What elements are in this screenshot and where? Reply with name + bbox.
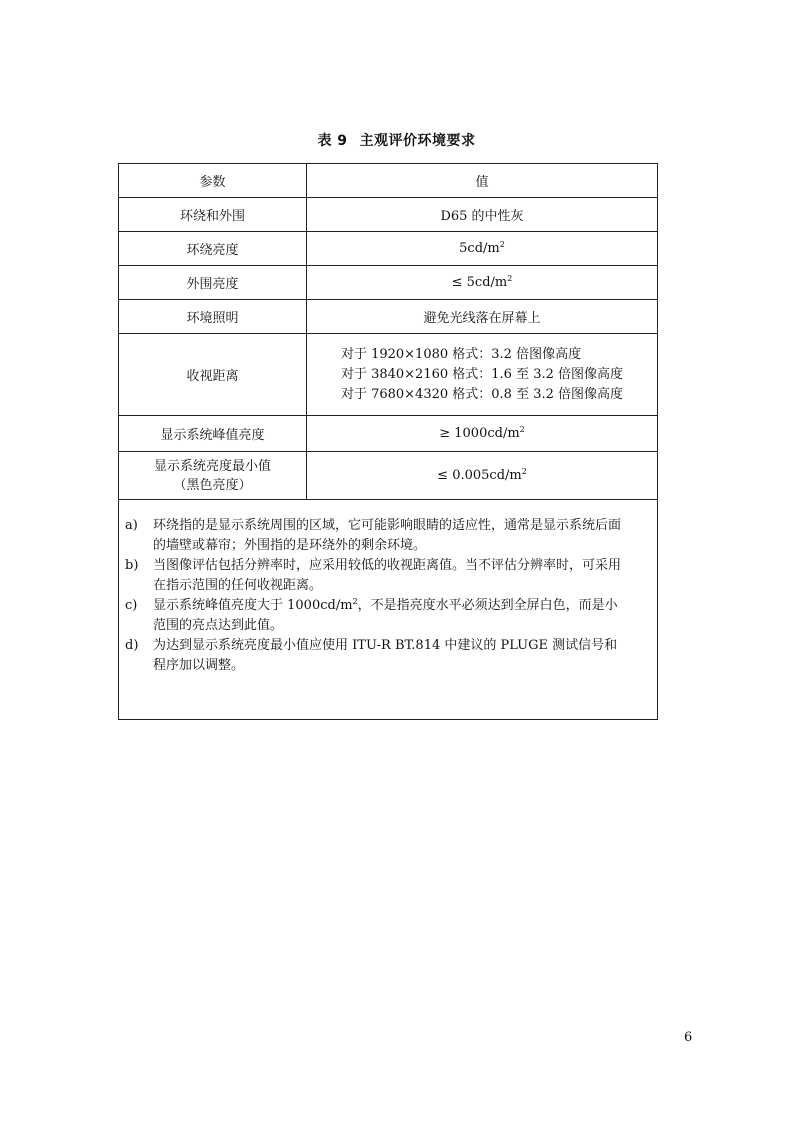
- superscript: 2: [499, 240, 505, 249]
- list-item: 对于 3840×2160 格式：1.6 至 3.2 倍图像高度: [340, 366, 624, 382]
- environment-requirements-table: [118, 163, 658, 720]
- table-row: [119, 300, 658, 334]
- list-item: 对于 7680×4320 格式：0.8 至 3.2 倍图像高度: [340, 386, 624, 402]
- superscript: 2: [521, 467, 527, 476]
- param-line: 显示系统亮度最小值: [153, 458, 271, 474]
- notes-list: [125, 516, 625, 676]
- param-cell: 环绕亮度: [119, 232, 307, 266]
- viewing-distance-list: [341, 345, 623, 405]
- note-text: 当图像评估包括分辨率时，应采用较低的收视距离值。当不评估分辨率时，可采用在指示范围的任何收视距离。: [153, 558, 622, 593]
- value-cell: D65 的中性灰: [307, 198, 658, 232]
- table-row: [119, 266, 658, 300]
- table-row: [119, 334, 658, 416]
- note-text: 环绕指的是显示系统周围的区域，它可能影响眼睛的适应性，通常是显示系统后面的墙壁或幕帘；外围指的是环绕外的剩余环境。: [153, 518, 622, 553]
- param-cell: 环绕和外围: [119, 198, 307, 232]
- note-b: [125, 556, 625, 596]
- table-title: 主观评价环境要求: [359, 133, 476, 149]
- param-cell: 显示系统峰值亮度: [119, 416, 307, 452]
- superscript: 2: [352, 597, 358, 606]
- value-cell: [307, 266, 658, 300]
- table-row: [119, 416, 658, 452]
- table-number: 表 9: [317, 133, 348, 149]
- superscript: 2: [507, 274, 513, 283]
- value-cell: [307, 334, 658, 416]
- value-text: ≤ 0.005cd/m: [437, 468, 522, 483]
- value-text: 5cd/m: [459, 241, 500, 256]
- param-cell: 环境照明: [119, 300, 307, 334]
- param-line: （黑色亮度）: [173, 477, 252, 493]
- note-label: a): [125, 518, 138, 533]
- note-text: 为达到显示系统亮度最小值应使用 ITU-R BT.814 中建议的 PLUGE 测试信号和程序加以调整。: [153, 638, 618, 673]
- param-cell: 收视距离: [119, 334, 307, 416]
- superscript: 2: [519, 425, 525, 434]
- value-cell: [307, 452, 658, 500]
- value-text: ≥ 1000cd/m: [439, 426, 520, 441]
- page-number: 6: [684, 1030, 693, 1045]
- note-text-cont: ，不是指亮度水平必须达到全屏白色，而是小范围的亮点达到此值。: [153, 598, 618, 633]
- param-cell: [119, 452, 307, 500]
- table-caption: [0, 130, 793, 150]
- value-cell: [307, 416, 658, 452]
- param-cell: 外围亮度: [119, 266, 307, 300]
- notes-row: [119, 500, 658, 720]
- table-header-row: [119, 164, 658, 198]
- note-label: c): [125, 598, 138, 613]
- note-label: b): [125, 558, 139, 573]
- table-row: [119, 198, 658, 232]
- note-c: [125, 596, 625, 636]
- notes-cell: [119, 500, 658, 720]
- value-cell: 避免光线落在屏幕上: [307, 300, 658, 334]
- value-text: ≤ 5cd/m: [451, 275, 508, 290]
- header-parameter: 参数: [119, 164, 307, 198]
- note-d: [125, 636, 625, 676]
- note-label: d): [125, 638, 139, 653]
- value-cell: [307, 232, 658, 266]
- note-a: [125, 516, 625, 556]
- list-item: 对于 1920×1080 格式：3.2 倍图像高度: [340, 346, 582, 362]
- table-row: [119, 232, 658, 266]
- note-text: 显示系统峰值亮度大于 1000cd/m: [153, 598, 353, 613]
- header-value: 值: [307, 164, 658, 198]
- table-row: [119, 452, 658, 500]
